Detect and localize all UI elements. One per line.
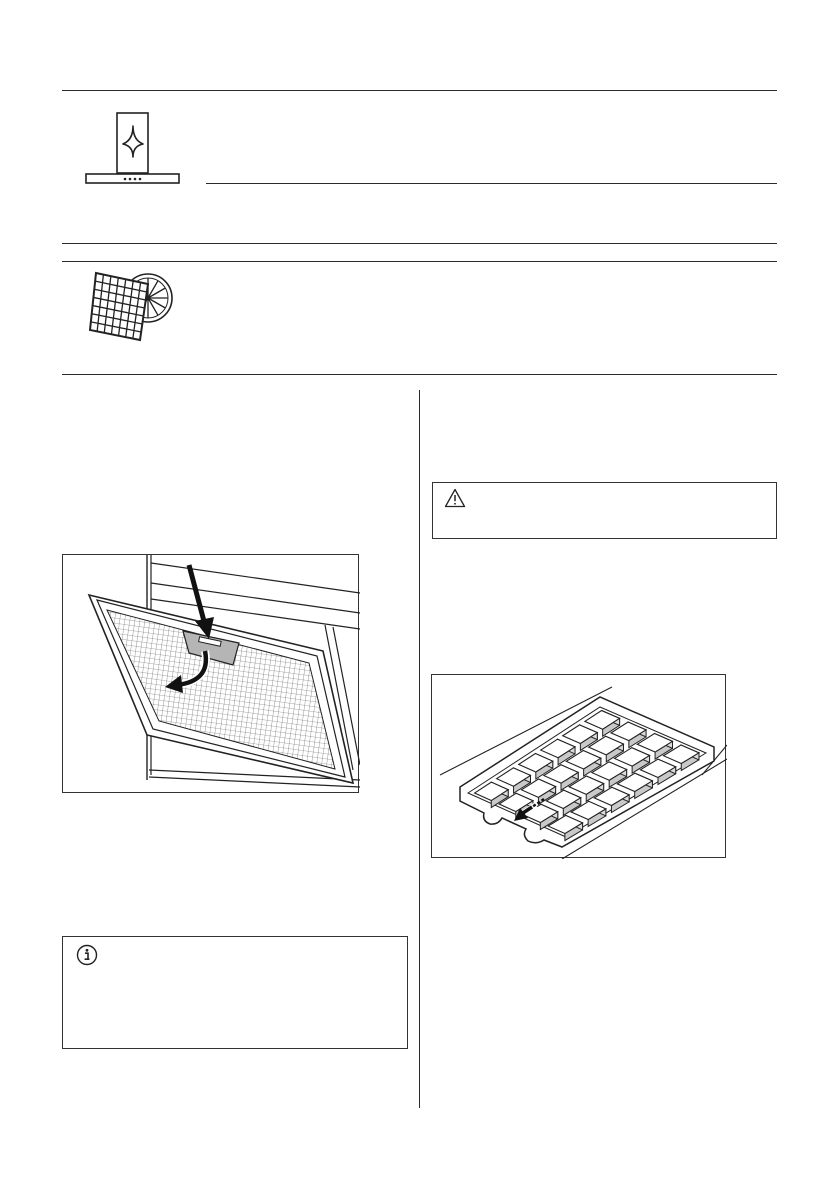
- section-sub-rule: [206, 183, 777, 184]
- section-top-rule: [62, 90, 777, 91]
- info-callout: [62, 936, 408, 1049]
- warning-callout: [432, 482, 777, 539]
- section-divider-rule: [62, 243, 777, 244]
- warning-icon: [444, 488, 466, 508]
- grease-filter-removal-illustration: [62, 554, 359, 793]
- carbon-filter-icon: [80, 268, 180, 348]
- section-header-rule: [62, 261, 777, 262]
- info-icon: [76, 944, 98, 966]
- section-bottom-rule: [62, 374, 777, 375]
- hood-cleaning-icon: [84, 112, 182, 186]
- column-divider: [419, 390, 420, 1108]
- carbon-filter-tray-illustration: [431, 674, 726, 858]
